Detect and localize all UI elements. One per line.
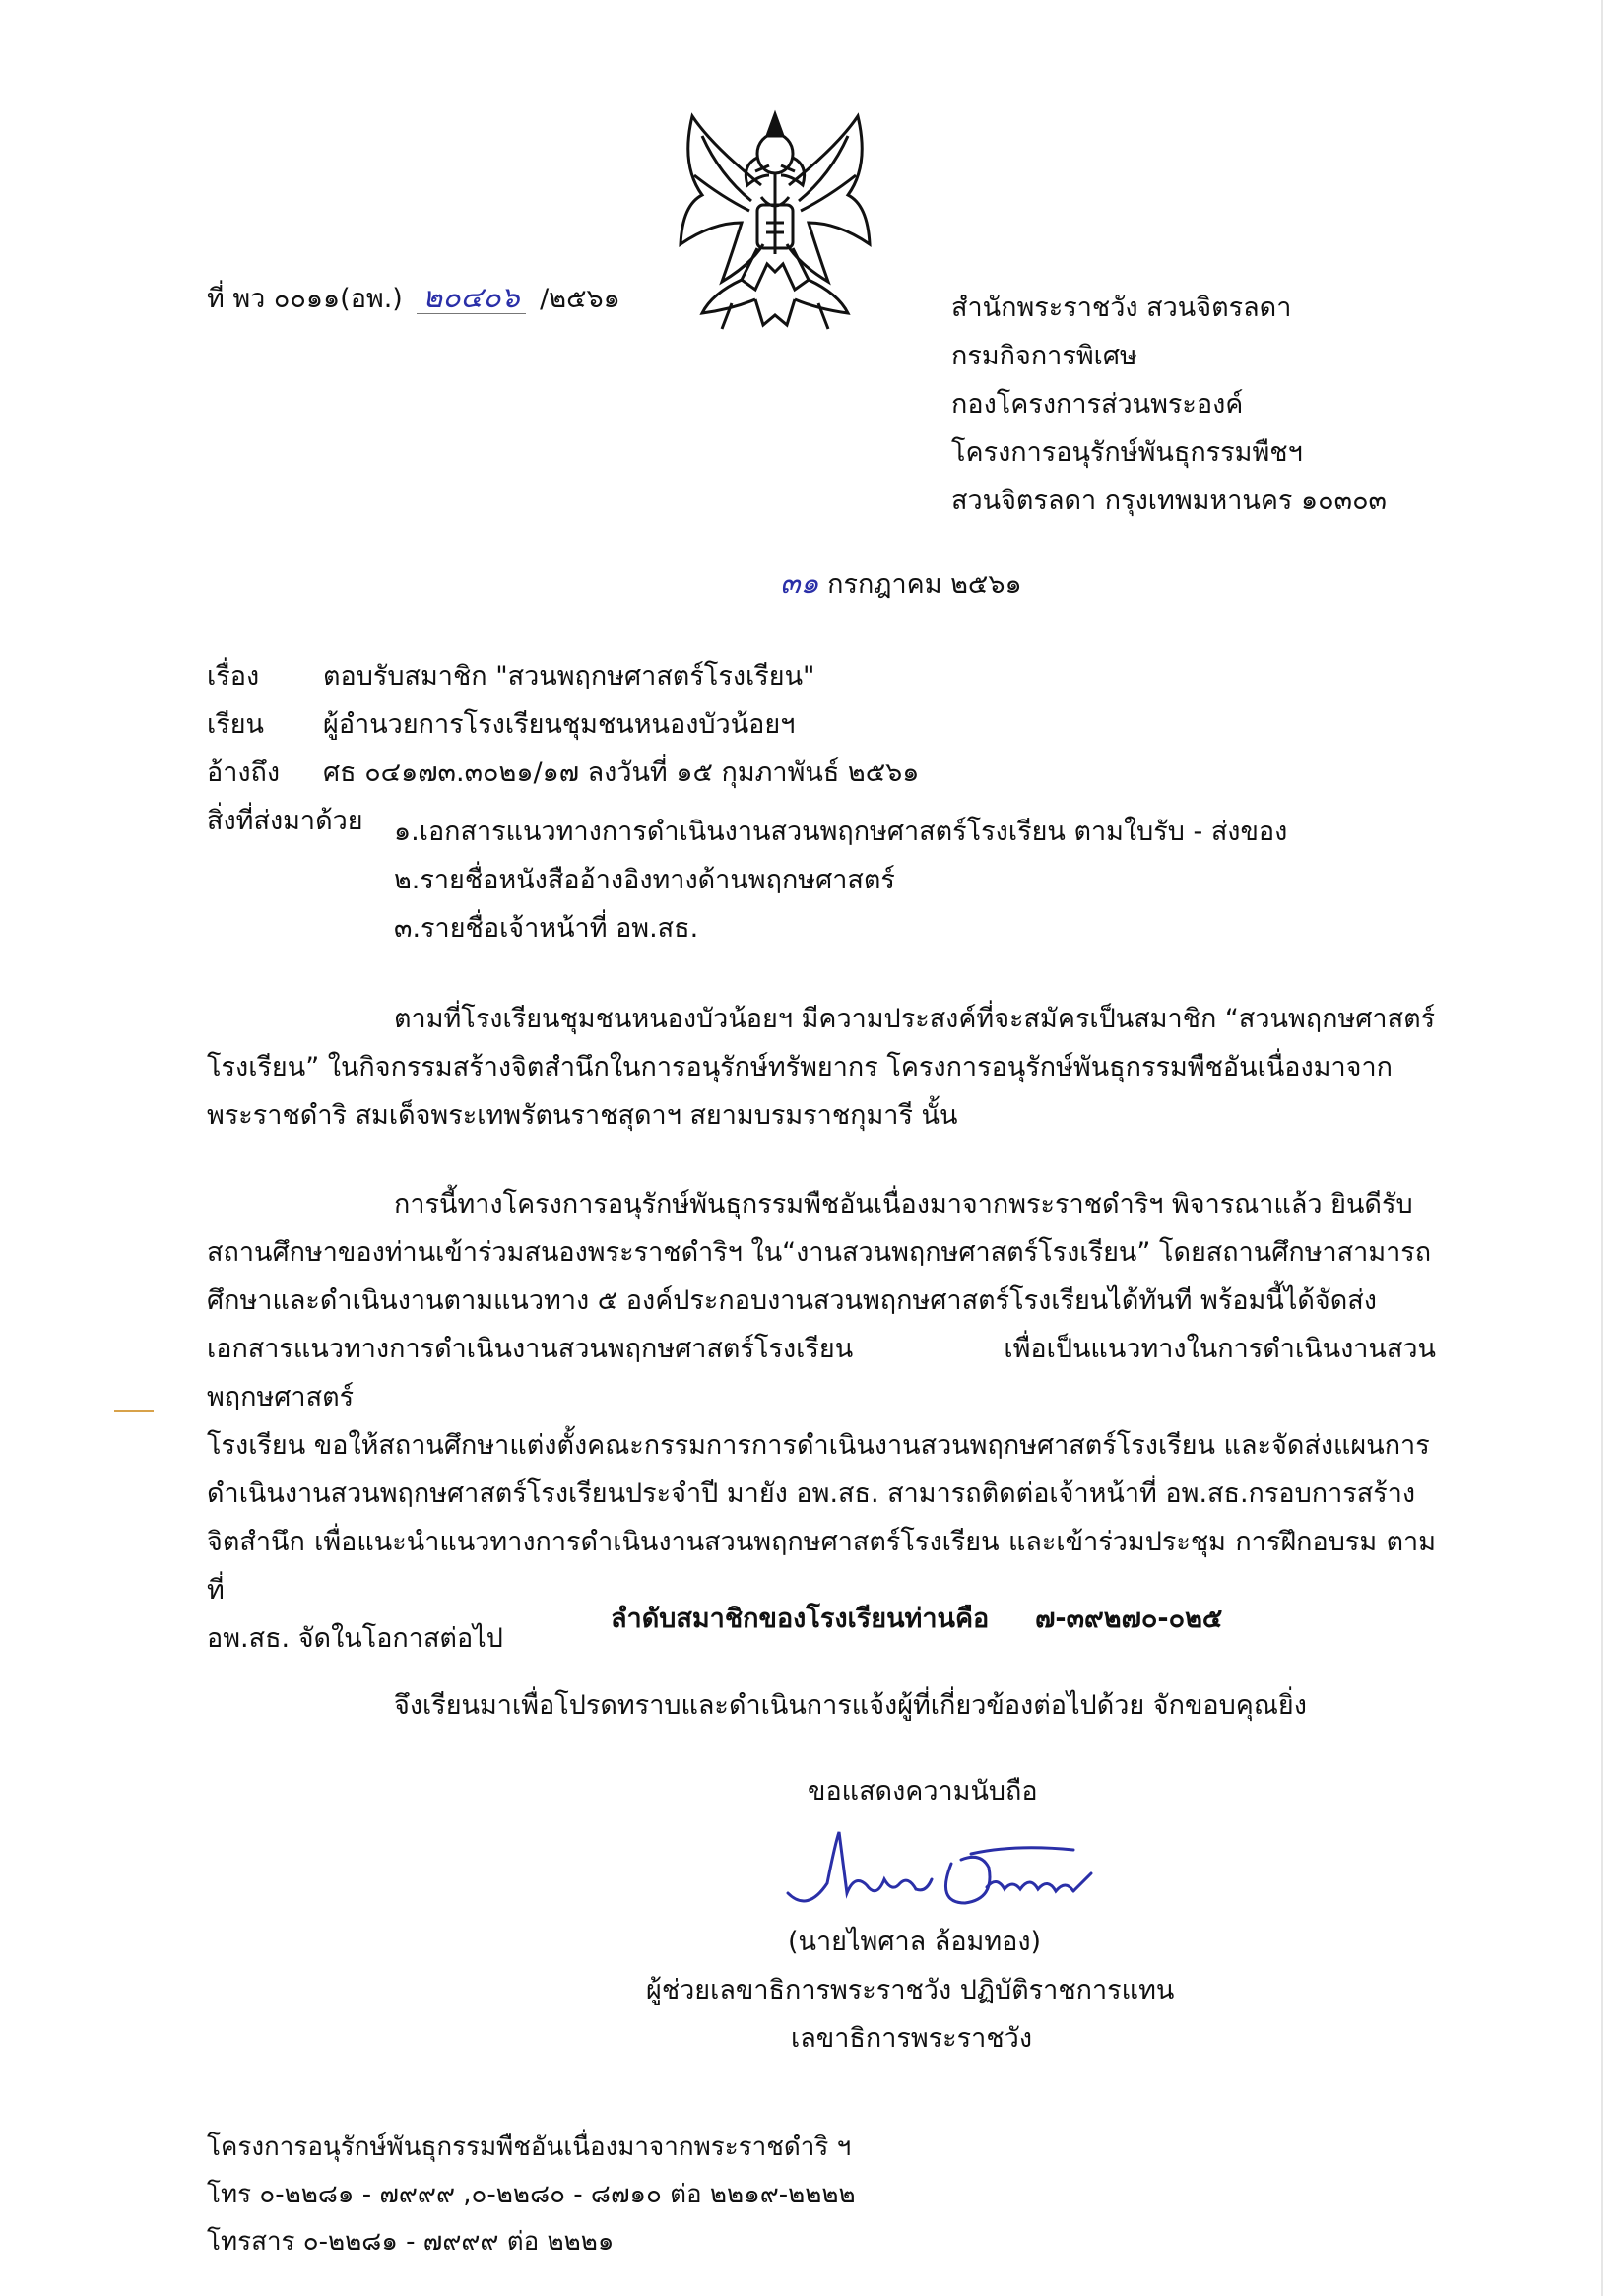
paragraph-line: พระราชดำริ สมเด็จพระเทพรัตนราชสุดาฯ สยามบรมราชกุมารี นั้น xyxy=(207,1100,958,1131)
paragraph-line: โรงเรียน ขอให้สถานศึกษาแต่งตั้งคณะกรรมการการดำเนินงานสวนพฤกษศาสตร์โรงเรียน และจัดส่งแผนการ xyxy=(207,1430,1430,1461)
footer-contact xyxy=(207,2124,856,2265)
handwritten-signature xyxy=(778,1824,1113,1933)
reference-handwritten-number: ๒๐๔๐๖ xyxy=(417,284,525,314)
sender-line: โครงการอนุรักษ์พันธุกรรมพืชฯ xyxy=(951,437,1303,468)
reference-prefix: ที่ พว ๐๐๑๑(อพ.) xyxy=(207,284,403,314)
paragraph-line: สถานศึกษาของท่านเข้าร่วมสนองพระราชดำริฯ ใน“งานสวนพฤกษศาสตร์โรงเรียน” โดยสถานศึกษาสามารถ xyxy=(207,1237,1432,1268)
subject-value: ตอบรับสมาชิก "สวนพฤกษศาสตร์โรงเรียน" xyxy=(323,661,815,691)
enclosure-item: ๑.เอกสารแนวทางการดำเนินงานสวนพฤกษศาสตร์โรงเรียน ตามใบรับ - ส่งของ xyxy=(394,817,1288,847)
sender-line: สำนักพระราชวัง สวนจิตรลดา xyxy=(951,293,1292,323)
closing-sentence: จึงเรียนมาเพื่อโปรดทราบและดำเนินการแจ้งผู้ที่เกี่ยวข้องต่อไปด้วย จักขอบคุณยิ่ง xyxy=(394,1690,1307,1721)
body-paragraph-2 xyxy=(207,1180,1436,1663)
margin-mark xyxy=(114,1410,154,1412)
sender-address-block xyxy=(951,284,1387,525)
salutation: ขอแสดงความนับถือ xyxy=(808,1776,1038,1806)
signer-title: ผู้ช่วยเลขาธิการพระราชวัง ปฏิบัติราชการแทน xyxy=(646,1975,1175,2005)
enclosure-label: สิ่งที่ส่งมาด้วย xyxy=(207,806,363,836)
paragraph-line: จิตสำนึก เพื่อแนะนำแนวทางการดำเนินงานสวนพฤกษศาสตร์โรงเรียน และเข้าร่วมประชุม การฝึกอบรม ตามที่ xyxy=(207,1527,1436,1606)
enclosure-list xyxy=(394,808,1287,952)
member-number-label: ลำดับสมาชิกของโรงเรียนท่านคือ xyxy=(611,1604,990,1634)
sender-line: กองโครงการส่วนพระองค์ xyxy=(951,389,1244,420)
enclosure-item: ๒.รายชื่อหนังสืออ้างอิงทางด้านพฤกษศาสตร์ xyxy=(394,865,895,895)
sender-line: กรมกิจการพิเศษ xyxy=(951,341,1137,371)
date-month-year: กรกฎาคม ๒๕๖๑ xyxy=(827,569,1022,600)
garuda-emblem xyxy=(673,106,877,335)
reference-suffix: /๒๕๖๑ xyxy=(540,284,620,314)
paragraph-line: ตามที่โรงเรียนชุมชนหนองบัวน้อยฯ มีความประสงค์ที่จะสมัครเป็นสมาชิก “สวนพฤกษศาสตร์ xyxy=(394,1004,1436,1034)
footer-line: โทรสาร ๐-๒๒๘๑ - ๗๙๙๙ ต่อ ๒๒๒๑ xyxy=(207,2227,615,2257)
signer-organization: เลขาธิการพระราชวัง xyxy=(791,2023,1033,2054)
paragraph-line: เอกสารแนวทางการดำเนินงานสวนพฤกษศาสตร์โรงเรียน เพื่อเป็นแนวทางในการดำเนินงานสวนพฤกษศาสตร์ xyxy=(207,1334,1436,1412)
reference-value: ศธ ๐๔๑๗๓.๓๐๒๑/๑๗ ลงวันที่ ๑๕ กุมภาพันธ์ ๒๕๖๑ xyxy=(323,757,920,788)
paragraph-line: ดำเนินงานสวนพฤกษศาสตร์โรงเรียนประจำปี มายัง อพ.สธ. สามารถติดต่อเจ้าหน้าที่ อพ.สธ.กรอบการสร้าง xyxy=(207,1478,1416,1509)
body-paragraph-1 xyxy=(207,995,1436,1140)
letter-date xyxy=(780,566,1022,601)
member-number-value: ๗-๓๙๒๗๐-๐๒๕ xyxy=(1035,1604,1223,1634)
enclosure-item: ๓.รายชื่อเจ้าหน้าที่ อพ.สธ. xyxy=(394,913,699,944)
page-edge-line xyxy=(1601,0,1603,2296)
subject-label: เรื่อง xyxy=(207,661,260,691)
recipient-label: เรียน xyxy=(207,709,265,740)
member-number-line xyxy=(611,1606,1222,1632)
recipient-value: ผู้อำนวยการโรงเรียนชุมชนหนองบัวน้อยฯ xyxy=(323,709,796,740)
reference-label: อ้างถึง xyxy=(207,757,281,788)
date-day-handwritten: ๓๑ xyxy=(780,566,819,601)
footer-line: โทร ๐-๒๒๘๑ - ๗๙๙๙ ,๐-๒๒๘๐ - ๘๗๑๐ ต่อ ๒๒๑๙-๒๒๒๒ xyxy=(207,2180,856,2209)
paragraph-line: โรงเรียน” ในกิจกรรมสร้างจิตสำนึกในการอนุรักษ์ทรัพยากร โครงการอนุรักษ์พันธุกรรมพืชอันเนื่องมาจาก xyxy=(207,1052,1393,1082)
reference-number xyxy=(207,281,620,315)
sender-line: สวนจิตรลดา กรุงเทพมหานคร ๑๐๓๐๓ xyxy=(951,486,1388,516)
footer-line: โครงการอนุรักษ์พันธุกรรมพืชอันเนื่องมาจากพระราชดำริ ฯ xyxy=(207,2132,852,2162)
signer-name: (นายไพศาล ล้อมทอง) xyxy=(788,1927,1042,1957)
paragraph-line: อพ.สธ. จัดในโอกาสต่อไป xyxy=(207,1623,503,1654)
paragraph-line: ศึกษาและดำเนินงานตามแนวทาง ๕ องค์ประกอบงานสวนพฤกษศาสตร์โรงเรียนได้ทันที พร้อมนี้ได้จัดส่ง xyxy=(207,1285,1377,1316)
paragraph-line: การนี้ทางโครงการอนุรักษ์พันธุกรรมพืชอันเนื่องมาจากพระราชดำริฯ พิจารณาแล้ว ยินดีรับ xyxy=(394,1189,1413,1219)
